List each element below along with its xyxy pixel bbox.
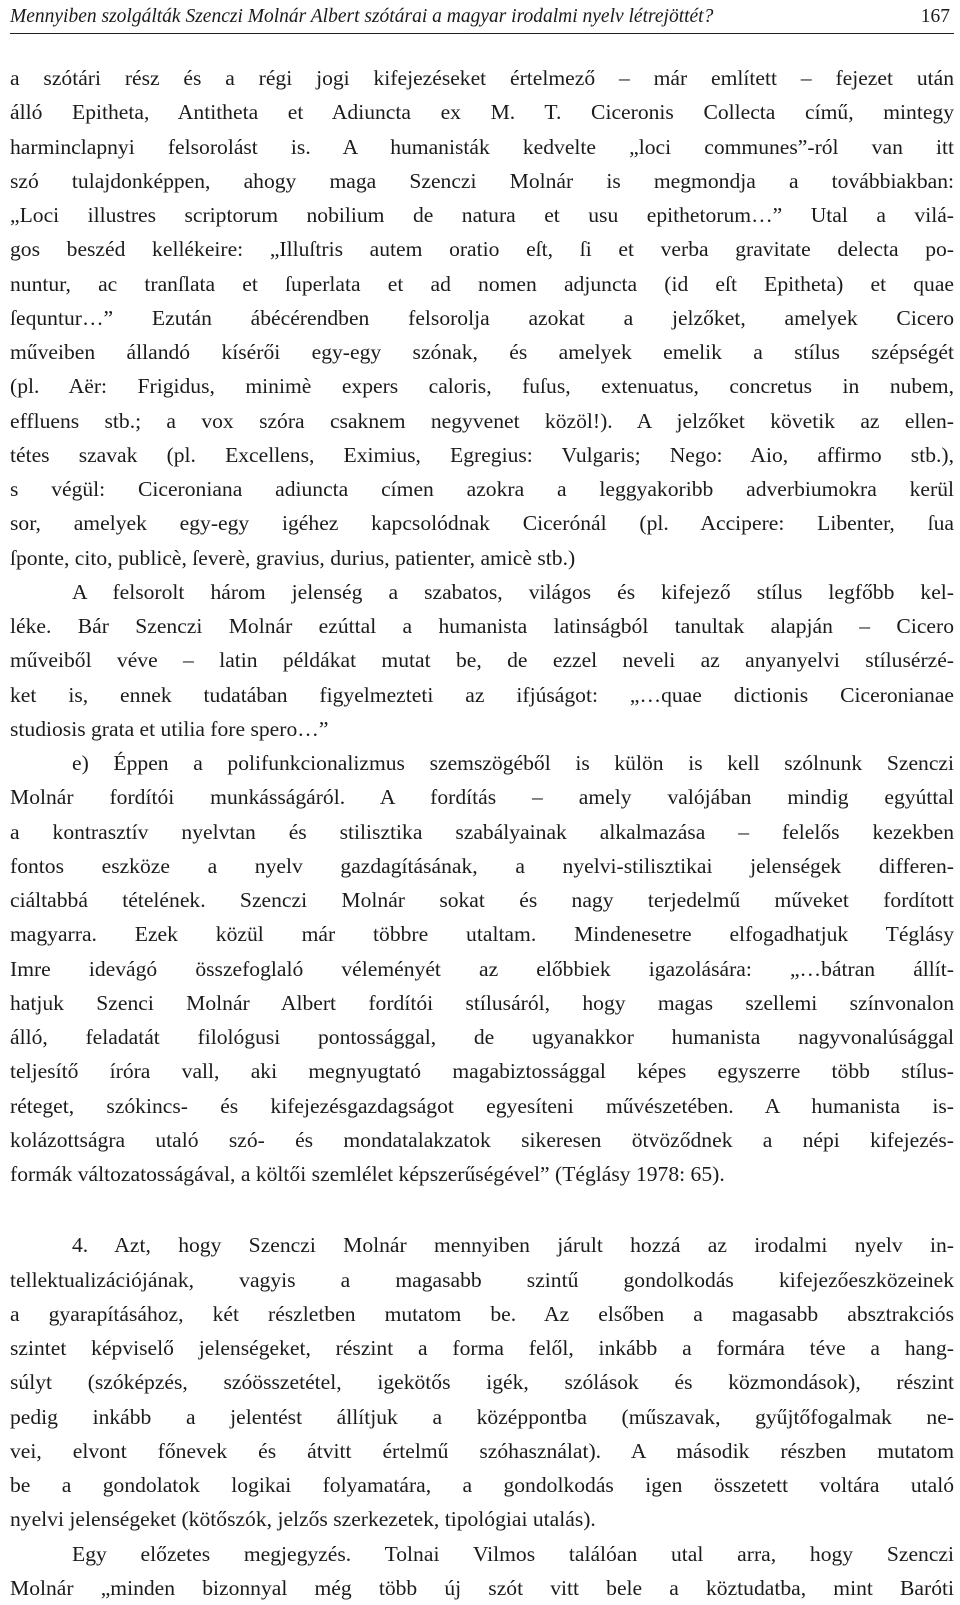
text-line: Molnár fordítói munkásságáról. A fordítás – amely valójában mindig egyúttal xyxy=(10,780,954,814)
text-line: s végül: Ciceroniana adiuncta címen azokra a leggyakoribb adverbiumokra kerül xyxy=(10,472,954,506)
text-line: a kontrasztív nyelvtan és stilisztika szabályainak alkalmazása – felelős kezekben xyxy=(10,815,954,849)
text-line: hatjuk Szenci Molnár Albert fordítói stílusáról, hogy magas szellemi színvonalon xyxy=(10,986,954,1020)
text-line: Imre idevágó összefoglaló véleményét az előbbiek igazolására: „…bátran állít- xyxy=(10,952,954,986)
text-line: szó tulajdonképpen, ahogy maga Szenczi Molnár is megmondja a továbbiakban: xyxy=(10,164,954,198)
paragraph xyxy=(10,1228,954,1536)
text-line: szintet képviselő jelenségeket, részint a forma felől, inkább a formára téve a hang- xyxy=(10,1331,954,1365)
text-line: Molnár „minden bizonnyal még több új szót vitt bele a köztudatba, mint Baróti xyxy=(10,1571,954,1605)
text-line: léke. Bár Szenczi Molnár ezúttal a humanista latinságból tanultak alapján – Cicero xyxy=(10,609,954,643)
text-line: vei, elvont főnevek és átvitt értelmű szóhasználat). A második részben mutatom xyxy=(10,1434,954,1468)
text-line: műveiben állandó kísérői egy-egy szónak, és amelyek emelik a stílus szépségét xyxy=(10,335,954,369)
text-line: studiosis grata et utilia fore spero…” xyxy=(10,712,954,746)
text-line: a gyarapításához, két részletben mutatom be. Az elsőben a magasabb absztrakciós xyxy=(10,1297,954,1331)
text-line: ciáltabbá tételének. Szenczi Molnár sokat és nagy terjedelmű műveket fordított xyxy=(10,883,954,917)
text-line: fontos eszköze a nyelv gazdagításának, a nyelvi-stilisztikai jelenségek differen- xyxy=(10,849,954,883)
text-line: a szótári rész és a régi jogi kifejezéseket értelmező – már említett – fejezet után xyxy=(10,61,954,95)
text-line: nyelvi jelenségeket (kötőszók, jelzős szerkezetek, tipológiai utalás). xyxy=(10,1502,954,1536)
text-line: nuntur, ac tranſlata et ſuperlata et ad nomen adjuncta (id eſt Epitheta) et quae xyxy=(10,267,954,301)
text-line: 4. Azt, hogy Szenczi Molnár mennyiben járult hozzá az irodalmi nyelv in- xyxy=(10,1228,954,1262)
paragraph xyxy=(10,1537,954,1605)
paragraph xyxy=(10,575,954,746)
running-title: Mennyiben szolgálták Szenczi Molnár Albert szótárai a magyar irodalmi nyelv létrejöttét? xyxy=(10,4,713,30)
page-number: 167 xyxy=(921,4,954,30)
text-line: sor, amelyek egy-egy igéhez kapcsolódnak Cicerónál (pl. Accipere: Libenter, ſua xyxy=(10,506,954,540)
text-line: effluens stb.; a vox szóra csaknem negyvenet közöl!). A jelzőket követik az ellen- xyxy=(10,404,954,438)
text-line: ket is, ennek tudatában figyelmezteti az ifjúságot: „…quae dictionis Ciceronianae xyxy=(10,678,954,712)
text-line: tétes szavak (pl. Excellens, Eximius, Egregius: Vulgaris; Nego: Aio, affirmo stb.), xyxy=(10,438,954,472)
text-line: harminclapnyi felsorolást is. A humanisták kedvelte „loci communes”-ról van itt xyxy=(10,130,954,164)
text-line: A felsorolt három jelenség a szabatos, világos és kifejező stílus legfőbb kel- xyxy=(10,575,954,609)
text-line: ſequntur…” Ezután ábécérendben felsorolja azokat a jelzőket, amelyek Cicero xyxy=(10,301,954,335)
body-text xyxy=(10,34,954,1605)
text-line: álló Epitheta, Antitheta et Adiuncta ex M. T. Ciceronis Collecta című, mintegy xyxy=(10,95,954,129)
running-header xyxy=(10,0,954,34)
text-line: kolázottságra utaló szó- és mondatalakzatok sikeresen ötvöződnek a népi kifejezés- xyxy=(10,1123,954,1157)
text-line: Egy előzetes megjegyzés. Tolnai Vilmos találóan utal arra, hogy Szenczi xyxy=(10,1537,954,1571)
text-line: „Loci illustres scriptorum nobilium de natura et usu epithetorum…” Utal a vilá- xyxy=(10,198,954,232)
text-line: pedig inkább a jelentést állítjuk a középpontba (műszavak, gyűjtőfogalmak ne- xyxy=(10,1400,954,1434)
paragraph xyxy=(10,746,954,1191)
text-line: (pl. Aër: Frigidus, minimè expers caloris, fuſus, extenuatus, concretus in nubem, xyxy=(10,369,954,403)
text-line: súlyt (szóképzés, szóösszetétel, igekötős igék, szólások és közmondások), részint xyxy=(10,1365,954,1399)
text-line: e) Éppen a polifunkcionalizmus szemszögéből is külön is kell szólnunk Szenczi xyxy=(10,746,954,780)
text-line: műveiből véve – latin példákat mutat be, de ezzel neveli az anyanyelvi stílusérzé- xyxy=(10,643,954,677)
text-line: tellektualizációjának, vagyis a magasabb szintű gondolkodás kifejezőeszközeinek xyxy=(10,1263,954,1297)
text-line: be a gondolatok logikai folyamatára, a gondolkodás igen összetett voltára utaló xyxy=(10,1468,954,1502)
paragraph xyxy=(10,61,954,575)
section-gap xyxy=(10,1191,954,1228)
text-line: álló, feladatát filológusi pontossággal, de ugyanakkor humanista nagyvonalúsággal xyxy=(10,1020,954,1054)
text-line: magyarra. Ezek közül már többre utaltam. Mindenesetre elfogadhatjuk Téglásy xyxy=(10,917,954,951)
text-line: gos beszéd kellékeire: „Illuſtris autem oratio eſt, ſi et verba gravitate delecta po- xyxy=(10,232,954,266)
text-line: réteget, szókincs- és kifejezésgazdagságot egyesíteni művészetében. A humanista is- xyxy=(10,1089,954,1123)
text-line: formák változatosságával, a költői szemlélet képszerűségével” (Téglásy 1978: 65). xyxy=(10,1157,954,1191)
text-line: ſponte, cito, publicè, ſeverè, gravius, durius, patienter, amicè stb.) xyxy=(10,541,954,575)
text-line: teljesítő íróra vall, aki megnyugtató magabiztossággal képes egyszerre több stílus- xyxy=(10,1054,954,1088)
